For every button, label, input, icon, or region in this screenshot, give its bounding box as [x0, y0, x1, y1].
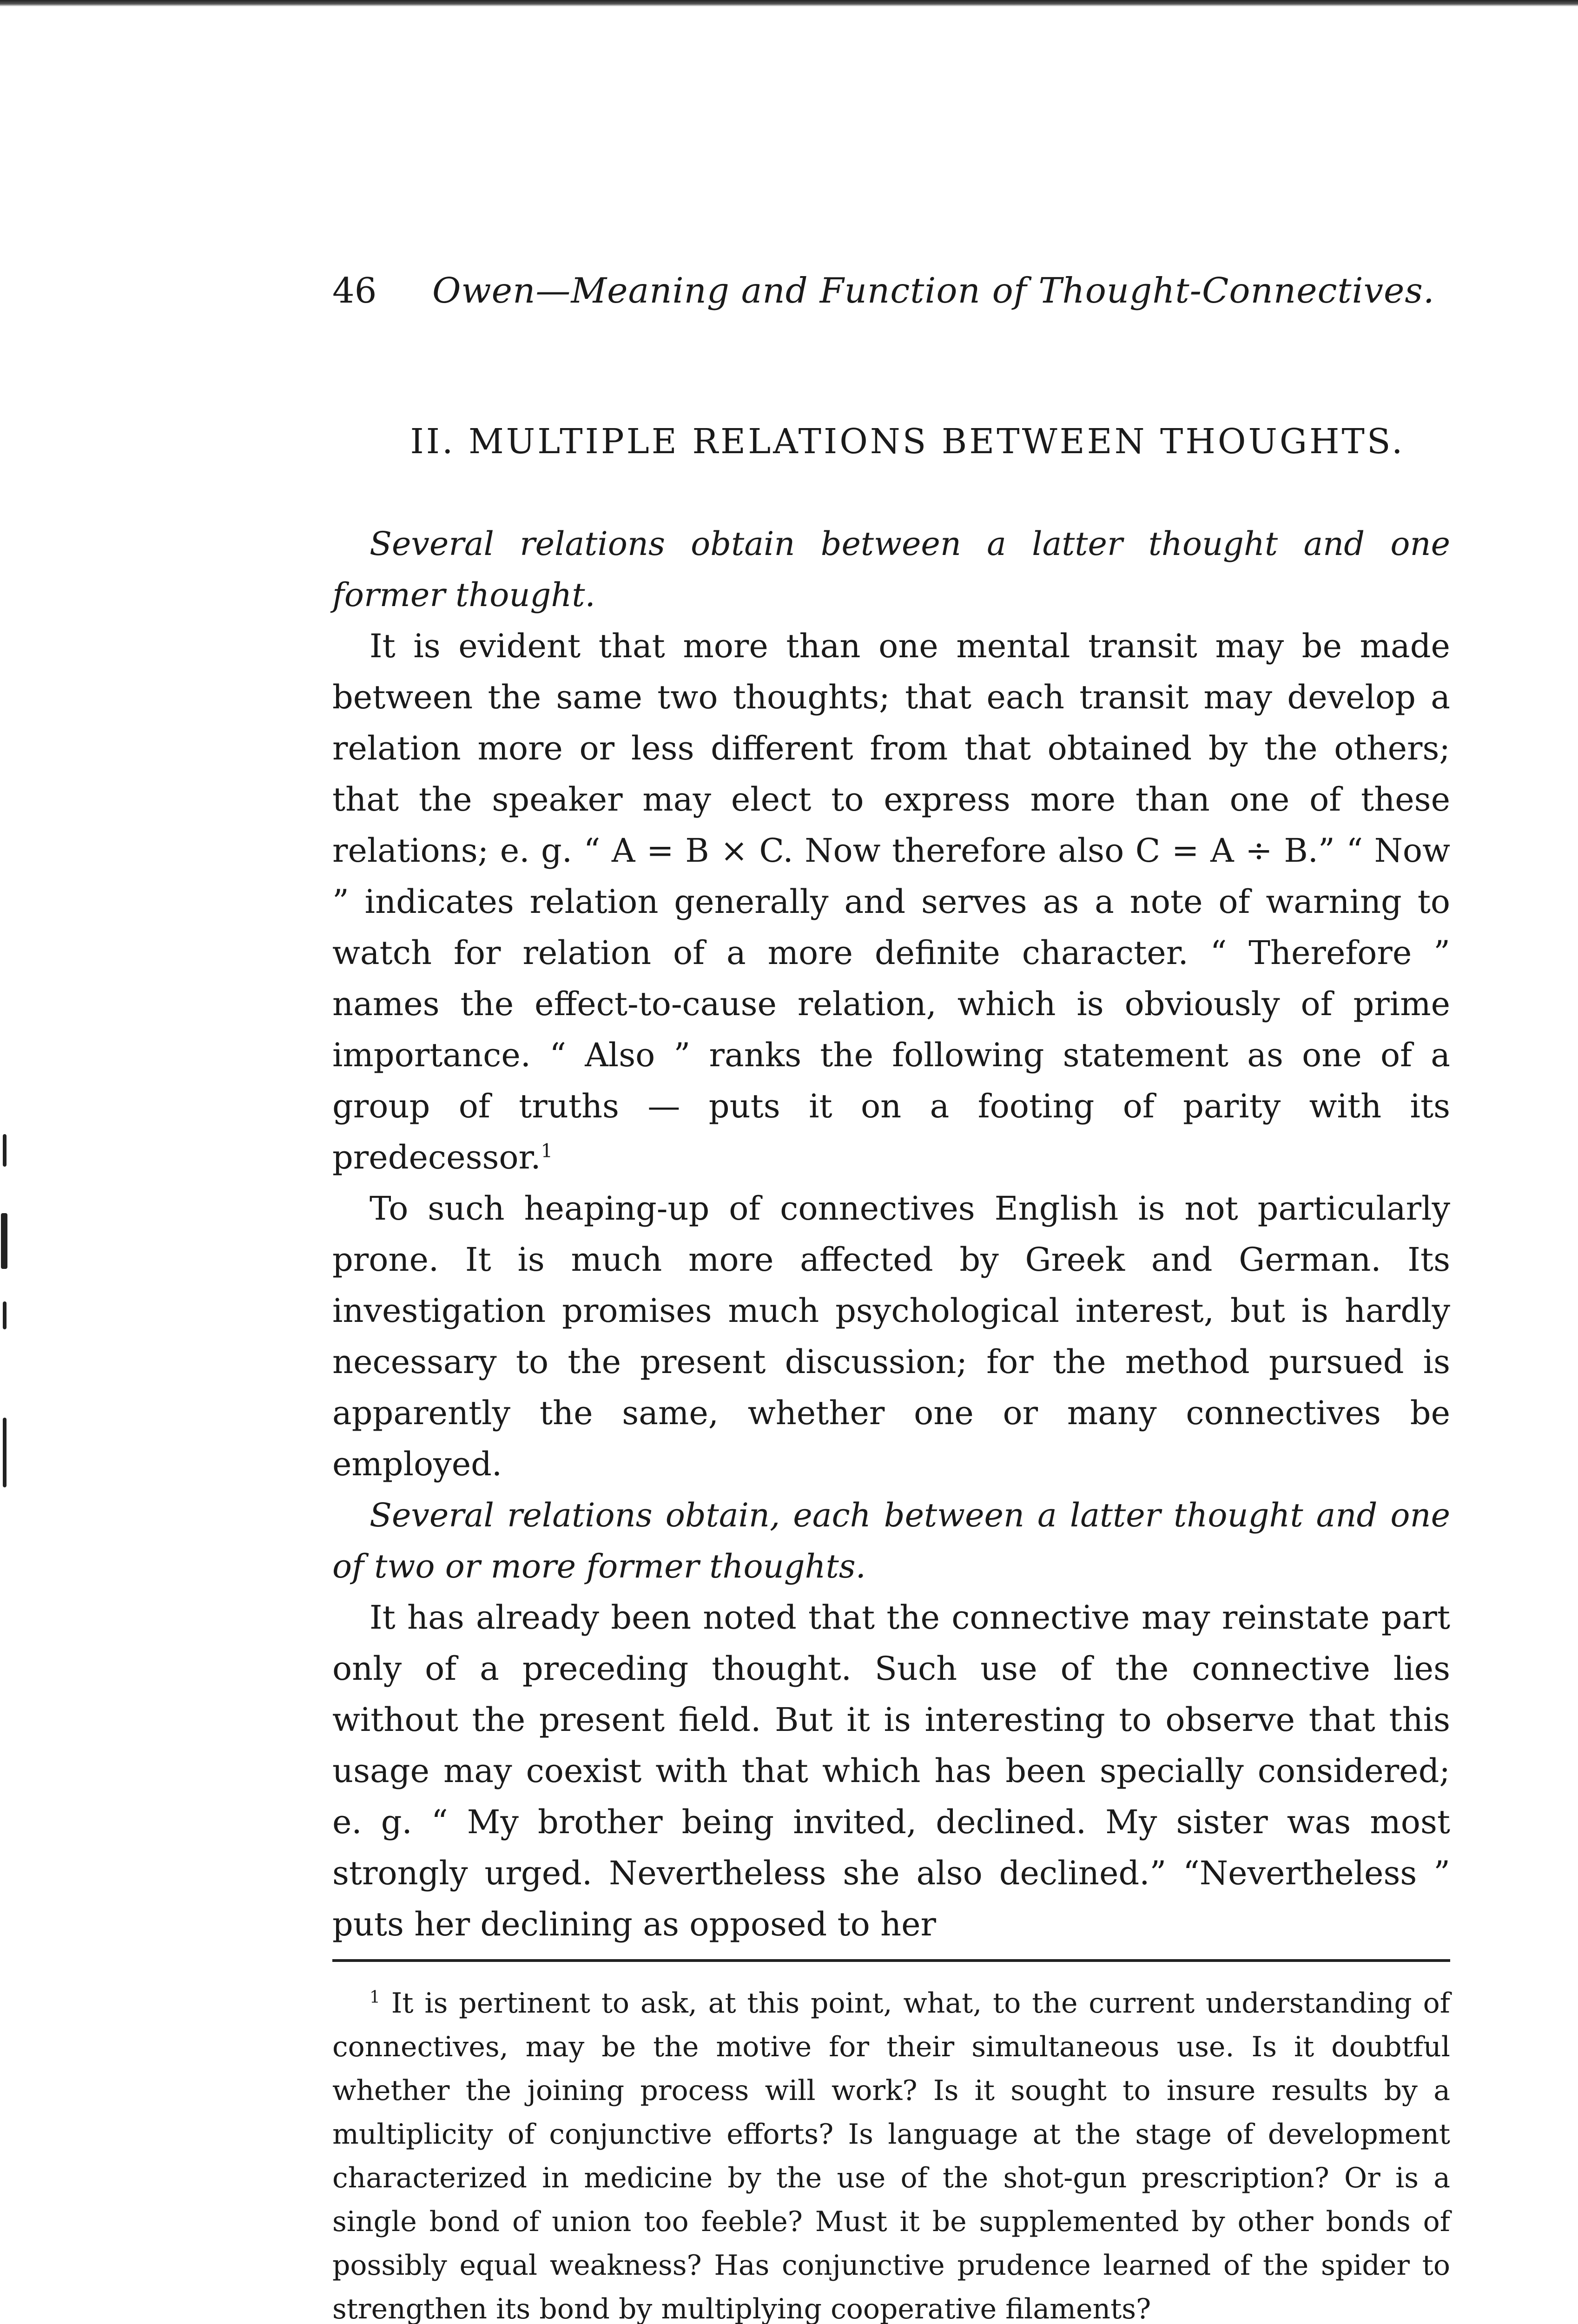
page-top-edge	[0, 0, 1578, 7]
running-head	[332, 260, 1450, 321]
page-number: 46	[332, 270, 377, 311]
paragraph-1	[332, 621, 1450, 1183]
paragraph-lead-2: Several relations obtain, each between a latter thought and one of two or more former thoughts.	[332, 1496, 1450, 1585]
footnote	[332, 1981, 1450, 2324]
book-page	[332, 260, 1450, 2324]
footnote-rule	[332, 1959, 1450, 1962]
paragraph-3: It has already been noted that the connective may reinstate part only of a preceding thought. Such use of the connective lies without the present field. But it is interesting to observe that this usage may coexist with that which has been specially considered; e. g. “ My brother being invited, declined. My sister was most strongly urged. Nevertheless she also declined.” “Nevertheless ” puts her declining as opposed to her	[332, 1598, 1450, 1943]
paragraph-lead-1: Several relations obtain between a latter thought and one former thought.	[332, 525, 1450, 614]
body-text	[332, 518, 1450, 1950]
paragraph-2: To such heaping-up of connectives English is not particularly prone. It is much more affected by Greek and German. Its investigation promises much psychological interest, but is hardly necessary to the present discussion; for the method pursued is apparently the same, whether one or many connectives be employed.	[332, 1189, 1450, 1483]
footnote-number: 1	[370, 1988, 380, 2007]
scan-margin-marks	[0, 1134, 19, 1515]
running-title: Owen—Meaning and Function of Thought-Connectives.	[432, 270, 1435, 311]
section-heading: II. MULTIPLE RELATIONS BETWEEN THOUGHTS.	[410, 422, 1405, 462]
footnote-text: It is pertinent to ask, at this point, what, to the current understanding of connectives, may be the motive for their simultaneous use. Is it doubtful whether the joining process will work? Is it sought to insure results by a multiplicity of conjunctive efforts? Is language at the stage of development characterized in medicine by the use of the shot-gun prescription? Or is a single bond of union too feeble? Must it be supplemented by other bonds of possibly equal weakness? Has conjunctive prudence learned of the spider to strengthen its bond by multiplying cooperative filaments?	[332, 1987, 1450, 2324]
paragraph-1-text: It is evident that more than one mental transit may be made between the same two thoughts; that each transit may develop a relation more or less different from that obtained by the others; that the speaker may elect to express more than one of these relations; e. g. “ A = B × C. Now therefore also C = A ÷ B.” “ Now ” indicates relation generally and serves as a note of warning to watch for relation of a more definite character. “ Therefore ” names the effect-to-cause relation, which is obviously of prime importance. “ Also ” ranks the following statement as one of a group of truths — puts it on a footing of parity with its predecessor.	[332, 627, 1450, 1176]
footnote-reference: 1	[541, 1140, 553, 1162]
